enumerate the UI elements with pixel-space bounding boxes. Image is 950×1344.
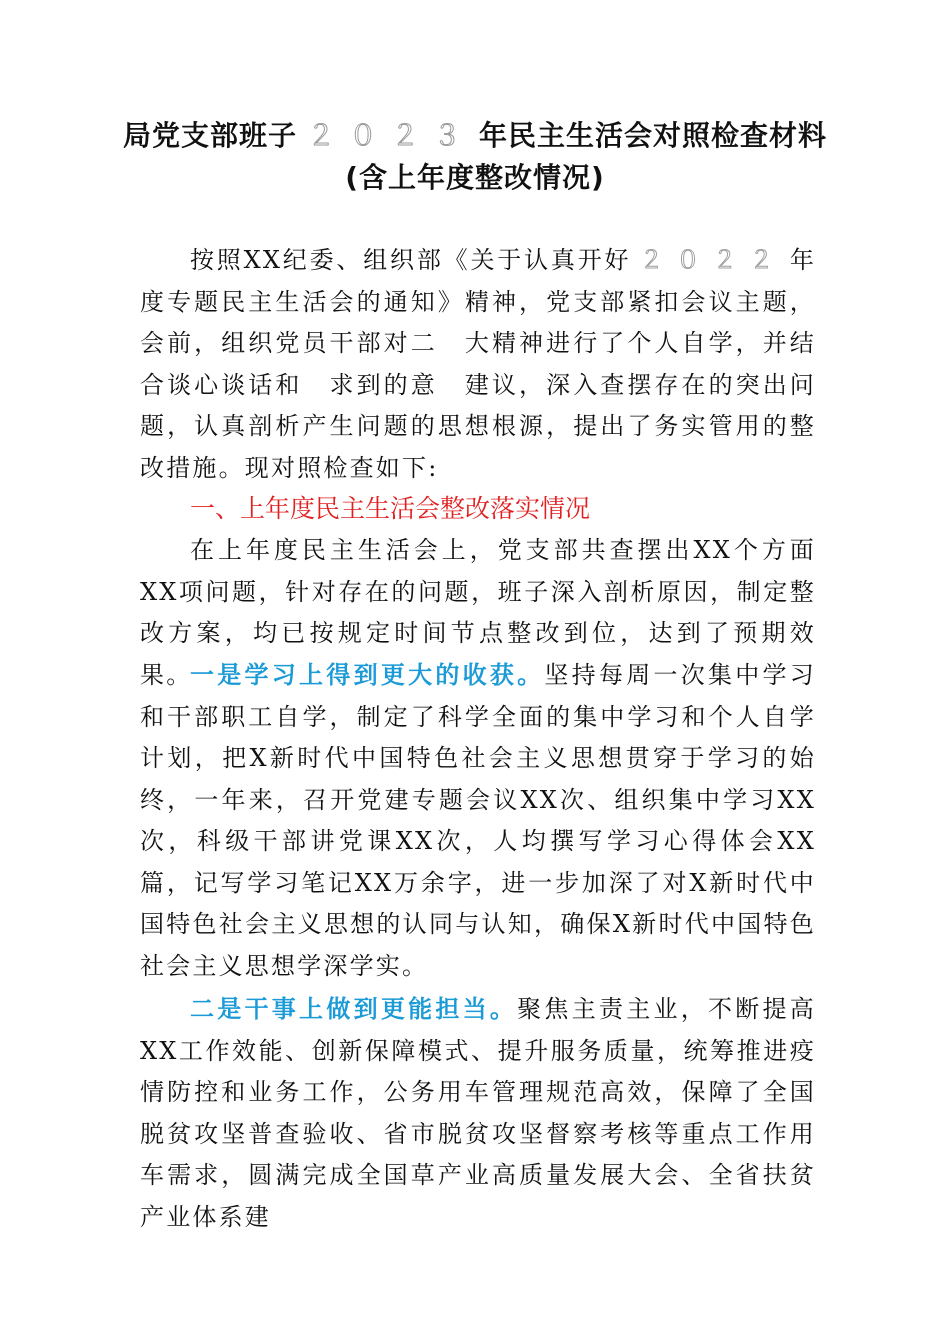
item1-paragraph bbox=[140, 654, 816, 987]
intro-year: ２０２２ bbox=[639, 246, 786, 274]
item1-text: 坚持每周一次集中学习和干部职工自学，制定了科学全面的集中学习和个人自学计划，把X新时代中国特色社会主义思想贯穿于学习的始终，一年来，召开党建专题会议XX次、组织集中学习XX次，科级干部讲党课XX次，人均撰写学习心得体会XX篇，记写学习笔记XX万余字，进一步加深了对X新时代中国特色社会主义思想的认同与认知，确保X新时代中国特色社会主义思想学深学实。 bbox=[140, 661, 816, 980]
document-subtitle: (含上年度整改情况) bbox=[345, 161, 605, 194]
title-prefix: 局党支部班子 bbox=[122, 119, 297, 152]
document-title bbox=[0, 116, 950, 156]
title-suffix: 年民主生活会对照检查材料 bbox=[479, 119, 828, 152]
intro-paragraph bbox=[140, 240, 816, 489]
section1-heading: 一、上年度民主生活会整改落实情况 bbox=[190, 494, 591, 523]
item1-lead: 一是学习上得到更大的收获。 bbox=[190, 660, 545, 689]
intro-text-part1: 按照XX纪委、组织部《关于认真开好 bbox=[190, 246, 632, 274]
item2-text: 聚焦主责主业，不断提高XX工作效能、创新保障模式、提升服务质量，统筹推进疫情防控和业务工作，公务用车管理规范高效，保障了全国脱贫攻坚普查验收、省市脱贫攻坚督察考核等重点工作用车需求，圆满完成全国草产业高质量发展大会、全省扶贫产业体系建 bbox=[140, 995, 817, 1231]
item2-lead: 二是干事上做到更能担当。 bbox=[190, 994, 518, 1023]
intro-text-part2: 年度专题民主生活会的通知》精神，党支部紧扣会议主题，会前，组织党员干部对二 大精神进行了个人自学，并结合谈心谈话和 求到的意 建议，深入查摆存在的突出问题，认真剖析产生问题的思想根源，提出了务实管用的整改措施。现对照检查如下: bbox=[140, 246, 817, 482]
item2-paragraph bbox=[140, 988, 816, 1238]
title-year: ２０２３ bbox=[306, 119, 475, 152]
section1-paragraph: 在上年度民主生活会上，党支部共查摆出XX个方面XX项问题，针对存在的问题，班子深入剖析原因，制定整改方案，均已按规定时间节点整改到位，达到了预期效果。 bbox=[140, 536, 816, 689]
